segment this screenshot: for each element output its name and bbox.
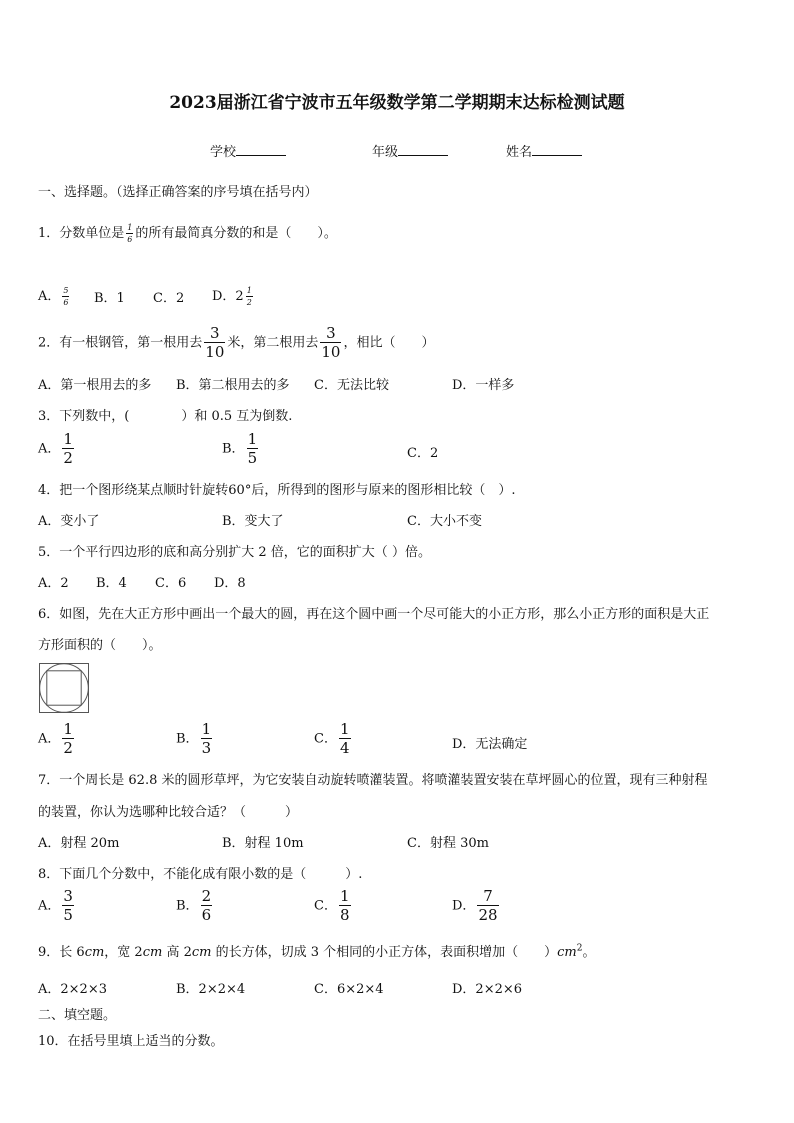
q2-option-c[interactable]: C．无法比较	[314, 378, 389, 393]
q1-option-b[interactable]: B．1	[94, 291, 125, 306]
q5-option-b[interactable]: B．4	[96, 576, 127, 591]
question-3: 3．下列数中，( ）和 0.5 互为倒数.	[38, 409, 293, 424]
q2-fraction-1: $\frac{3}{10}$	[205, 324, 225, 361]
q2-option-b[interactable]: B．第二根用去的多	[176, 378, 290, 393]
q5-option-c[interactable]: C．6	[155, 576, 187, 591]
q8-option-d[interactable]: D． $\frac{7}{28}$	[452, 887, 498, 924]
question-1: 1．分数单位是 $\frac{1}{6}$ 的所有最简真分数的和是（ ）。	[38, 222, 337, 244]
q7-option-c[interactable]: C．射程 30m	[407, 836, 489, 851]
name-field	[506, 141, 582, 160]
question-10: 10．在括号里填上适当的分数。	[38, 1034, 224, 1049]
q3-option-b[interactable]: B． $\frac{1}{5}$	[222, 430, 258, 467]
section-1-heading: 一、选择题。（选择正确答案的序号填在括号内）	[38, 185, 318, 200]
q1-option-c[interactable]: C．2	[153, 291, 185, 306]
question-6-line-2: 方形面积的（ ）。	[38, 638, 162, 653]
square-circle-figure	[39, 663, 89, 713]
question-7-line-2: 的装置，你认为选哪种比较合适？（ ）	[38, 805, 299, 820]
q4-option-a[interactable]: A．变小了	[38, 514, 100, 529]
q4-option-c[interactable]: C．大小不变	[407, 514, 482, 529]
school-label: 学校	[210, 145, 237, 160]
question-2: 2．有一根钢管，第一根用去 $\frac{3}{10}$ 米，第二根用去 $\frac{3}{10}$ ，相比（ ）	[38, 324, 435, 361]
school-blank[interactable]	[236, 143, 286, 156]
q1-option-a[interactable]: A． $\frac{5}{6}$	[38, 285, 69, 307]
name-blank[interactable]	[532, 143, 582, 156]
grade-field	[372, 141, 448, 160]
q2-fraction-2: $\frac{3}{10}$	[321, 324, 341, 361]
q3-option-c[interactable]: C．2	[407, 446, 439, 461]
school-field	[210, 141, 286, 160]
q6-option-d[interactable]: D．无法确定	[452, 737, 528, 752]
section-2-heading: 二、填空题。	[38, 1008, 117, 1023]
q8-option-a[interactable]: A． $\frac{3}{5}$	[38, 887, 73, 924]
question-4: 4．把一个图形绕某点顺时针旋转60°后，所得到的图形与原来的图形相比较（ ）.	[38, 483, 516, 498]
q6-option-b[interactable]: B． $\frac{1}{3}$	[176, 720, 212, 757]
q8-option-b[interactable]: B． $\frac{2}{6}$	[176, 887, 212, 924]
question-9: 9．长 6cm，宽 2cm 高 2cm 的长方体，切成 3 个相同的小正方体，表面积增加（ ）$cm^2$。	[38, 943, 596, 960]
q7-option-a[interactable]: A．射程 20m	[38, 836, 120, 851]
question-6-line-1: 6．如图，先在大正方形中画出一个最大的圆，再在这个圆中画一个尽可能大的小正方形，那么小正方形的面积是大正	[38, 607, 710, 622]
q9-option-a[interactable]: A．2×2×3	[38, 982, 107, 997]
q9-option-b[interactable]: B．2×2×4	[176, 982, 246, 997]
q9-option-c[interactable]: C．6×2×4	[314, 982, 384, 997]
q4-option-b[interactable]: B．变大了	[222, 514, 284, 529]
question-8: 8．下面几个分数中，不能化成有限小数的是（ ）.	[38, 867, 363, 882]
q3-option-a[interactable]: A． $\frac{1}{2}$	[38, 430, 73, 467]
grade-blank[interactable]	[398, 143, 448, 156]
q1-option-d[interactable]: D．2 $\frac{1}{2}$	[212, 285, 252, 307]
name-label: 姓名	[506, 145, 533, 160]
q5-option-a[interactable]: A．2	[38, 576, 69, 591]
q6-option-a[interactable]: A． $\frac{1}{2}$	[38, 720, 73, 757]
q8-option-c[interactable]: C． $\frac{1}{8}$	[314, 887, 350, 924]
q7-option-b[interactable]: B．射程 10m	[222, 836, 304, 851]
q6-option-c[interactable]: C． $\frac{1}{4}$	[314, 720, 350, 757]
q2-option-a[interactable]: A．第一根用去的多	[38, 378, 152, 393]
q1-fraction: $\frac{1}{6}$	[127, 222, 133, 244]
page-title: 2023届浙江省宁波市五年级数学第二学期期末达标检测试题	[169, 93, 625, 113]
q5-option-d[interactable]: D．8	[214, 576, 246, 591]
question-5: 5．一个平行四边形的底和高分别扩大 2 倍，它的面积扩大（ ）倍。	[38, 545, 431, 560]
q2-option-d[interactable]: D．一样多	[452, 378, 515, 393]
question-7-line-1: 7．一个周长是 62.8 米的圆形草坪，为它安装自动旋转喷灌装置。将喷灌装置安装在草坪圆心的位置，现有三种射程	[38, 773, 708, 788]
q9-option-d[interactable]: D．2×2×6	[452, 982, 523, 997]
grade-label: 年级	[372, 145, 399, 160]
